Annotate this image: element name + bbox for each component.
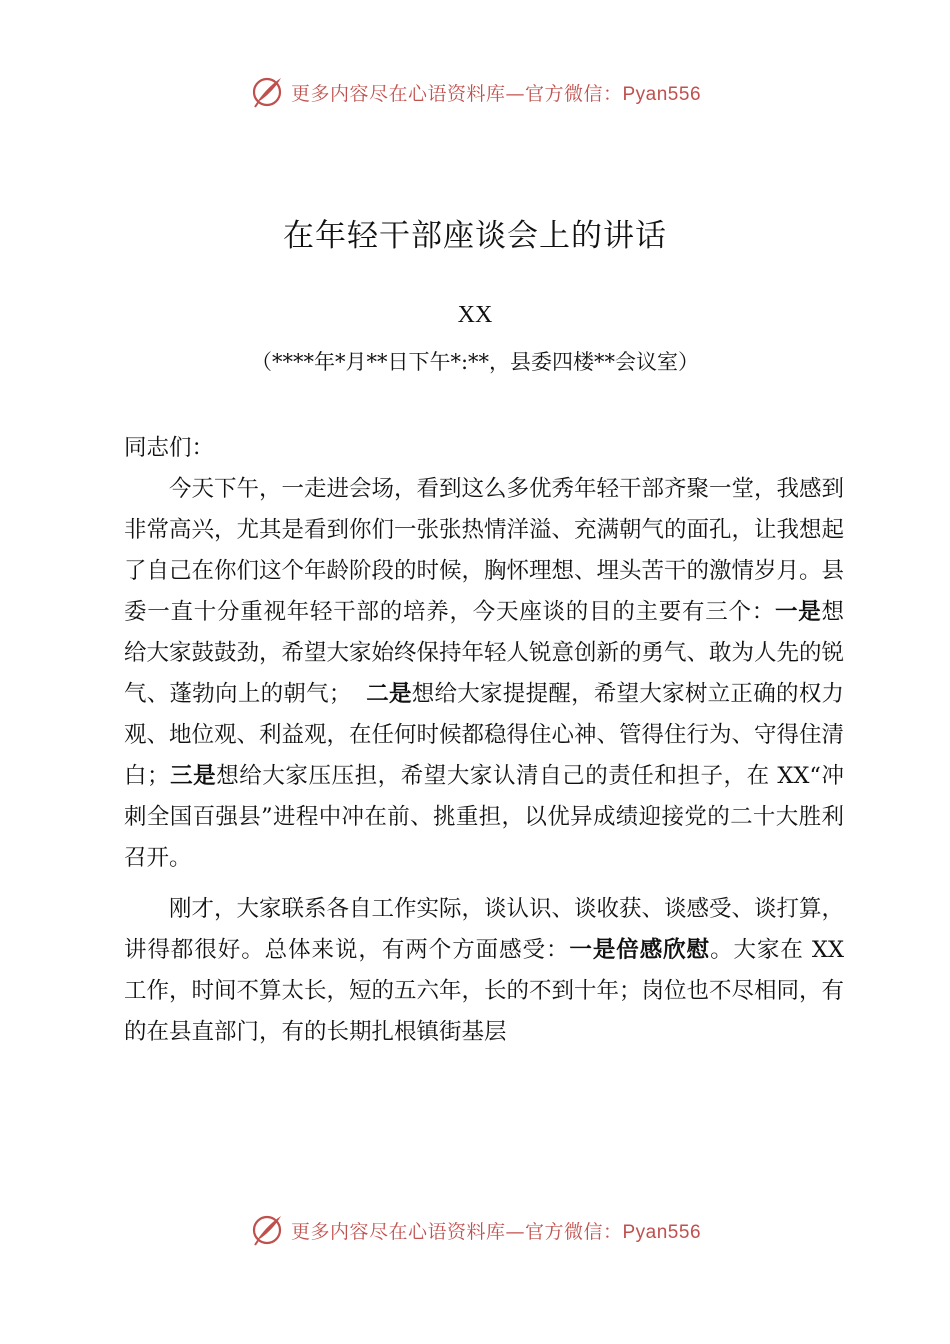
paragraph-2-bold-1: 一是倍感欣慰 [569,937,711,963]
paragraph-1-text-1: 今天下午，一走进会场，看到这么多优秀年轻干部齐聚一堂，我感到非常高兴，尤其是看到你们一张张热情洋溢、充满朝气的面孔，让我想起了自己在你们这个年龄阶段的时候，胸怀理想、埋头苦干的激情岁月。县委一直十分重视年轻干部的培养，今天座谈的目的主要有三个： [124,476,845,625]
paragraph-1-text-3: 想给大家提提醒，希望大家树立正确的权力观、地位观、利益观，在任何时候都稳得住心神、管得住行为、守得住清白； [124,681,845,789]
banner-label: 更多内容尽在心语资料库—官方微信： [290,1220,623,1243]
paragraph-2 [124,889,844,1053]
paragraph-2-text-2: 。大家在 XX 工作，时间不算太长，短的五六年，长的不到十年；岗位也不尽相同，有的在县直部门，有的长期扎根镇街基层 [124,937,845,1045]
author-name: XX [457,302,493,328]
speech-body [124,428,844,1053]
banner-wechat-id: Pyan556 [622,83,702,105]
paragraph-1-bold-3: 三是 [169,763,217,789]
header-banner [0,72,950,112]
quill-logo-icon [249,1212,285,1248]
document-title: 在年轻干部座谈会上的讲话 [283,218,667,254]
salutation: 同志们： [124,435,215,461]
paragraph-1-text-4: 想给大家压压担，希望大家认清自己的责任和担子，在 XX“冲刺全国百强县”进程中冲在前、挑重担，以优异成绩迎接党的二十大胜利召开。 [124,763,844,871]
banner-text [291,1217,701,1244]
banner-label: 更多内容尽在心语资料库—官方微信： [290,82,623,105]
paragraph-1-text-2: 想给大家鼓鼓劲，希望大家始终保持年轻人锐意创新的勇气、敢为人先的锐气、蓬勃向上的朝气； [124,599,845,707]
banner-wechat-id: Pyan556 [622,1221,702,1243]
paragraph-1-bold-2: 二是 [366,681,412,707]
paragraph-1 [124,469,844,879]
quill-logo-icon [249,74,285,110]
banner-text [291,79,701,106]
paragraph-1-bold-1: 一是 [774,599,822,625]
paragraph-2-text-1: 刚才，大家联系各自工作实际，谈认识、谈收获、谈感受、谈打算，讲得都很好。总体来说，有两个方面感受： [124,896,845,963]
footer-banner [0,1210,950,1250]
meeting-time-location: （****年*月**日下午*:**，县委四楼**会议室） [250,350,700,374]
